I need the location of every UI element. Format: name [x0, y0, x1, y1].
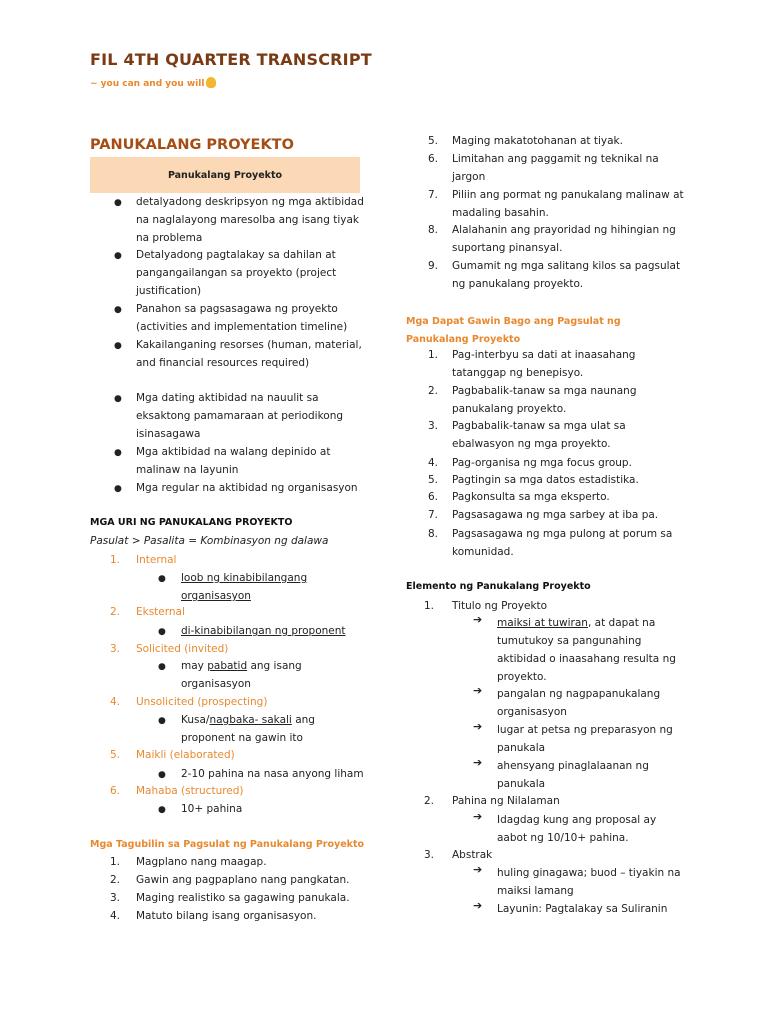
type-description: loob ng kinabibilangang organisasyon: [181, 572, 308, 602]
list-item: Idagdag kung ang proposal ay aabot ng 10/10+ pahina.: [497, 814, 657, 844]
bullet-icon: ●: [114, 394, 122, 404]
list-item: Pagsasagawa ng mga pulong at porum sa komunidad.: [452, 528, 673, 558]
hand-emoji-icon: [206, 77, 216, 88]
list-item: Matuto bilang isang organisasyon.: [136, 910, 317, 922]
document-title: FIL 4TH QUARTER TRANSCRIPT: [90, 50, 372, 69]
arrow-right-icon: ➔: [473, 899, 483, 912]
list-number: 6.: [427, 153, 438, 165]
type-description: may pabatid ang isang organisasyon: [181, 660, 302, 690]
section-heading-elemento: Elemento ng Panukalang Proyekto: [406, 581, 591, 592]
types-note: Pasulat > Pasalita = Kombinasyon ng dalawa: [90, 535, 329, 547]
list-number: 3.: [423, 849, 434, 861]
bullet-icon: ●: [114, 251, 122, 261]
arrow-right-icon: ➔: [473, 810, 483, 823]
list-item: Mga regular na aktibidad ng organisasyon: [136, 482, 358, 494]
list-number: 2.: [109, 874, 120, 886]
list-item: maiksi at tuwiran, at dapat na tumutukoy sa pangunahing aktibidad o inaasahang resulta ng proyekto.: [497, 617, 676, 683]
arrow-right-icon: ➔: [473, 756, 483, 769]
bullet-icon: ●: [114, 305, 122, 315]
list-number: 7.: [427, 189, 438, 201]
list-number: 2.: [427, 385, 438, 397]
bullet-icon: ●: [158, 716, 166, 726]
type-name: Mahaba (structured): [136, 785, 244, 797]
list-number: 5.: [109, 749, 120, 761]
list-number: 3.: [427, 420, 438, 432]
type-name: Unsolicited (prospecting): [136, 696, 268, 708]
bullet-icon: ●: [114, 198, 122, 208]
type-description: 10+ pahina: [181, 803, 243, 815]
list-item: Alalahanin ang prayoridad ng hihingian ng suportang pinansyal.: [452, 224, 676, 254]
list-item: Pag-interbyu sa dati at inaasahang tatanggap ng benepisyo.: [452, 349, 636, 379]
list-number: 2.: [423, 795, 434, 807]
arrow-right-icon: ➔: [473, 863, 483, 876]
list-item: Pagbabalik-tanaw sa mga ulat sa ebalwasyon ng mga proyekto.: [452, 420, 626, 450]
list-item: Pagsasagawa ng mga sarbey at iba pa.: [452, 509, 659, 521]
list-item: Pagbabalik-tanaw sa mga naunang panukalang proyekto.: [452, 385, 637, 415]
section-heading-mga-uri: MGA URI NG PANUKALANG PROYEKTO: [90, 517, 293, 528]
list-item: Pagtingin sa mga datos estadistika.: [452, 474, 639, 486]
type-name: Maikli (elaborated): [136, 749, 235, 761]
type-name: Eksternal: [136, 606, 185, 618]
list-item: Mga dating aktibidad na nauulit sa eksaktong pamamaraan at periodikong isinasagawa: [136, 392, 344, 440]
list-number: 8.: [427, 224, 438, 236]
list-item: ahensyang pinaglalaanan ng panukala: [497, 760, 649, 790]
type-name: Internal: [136, 554, 177, 566]
list-item: Layunin: Pagtalakay sa Suliranin: [497, 903, 668, 915]
element-title: Titulo ng Proyekto: [452, 600, 548, 612]
list-item: Kakailanganing resorses (human, material, and financial resources required): [136, 339, 362, 369]
list-item: Maging realistiko sa gagawing panukala.: [136, 892, 350, 904]
element-title: Pahina ng Nilalaman: [452, 795, 560, 807]
type-description: 2-10 pahina na nasa anyong liham: [181, 768, 364, 780]
list-number: 4.: [109, 910, 120, 922]
list-item: Piliin ang pormat ng panukalang malinaw at madaling basahin.: [452, 189, 684, 219]
element-title: Abstrak: [452, 849, 493, 861]
list-item: detalyadong deskripsyon ng mga aktibidad na naglalayong maresolba ang isang tiyak na problema: [136, 196, 364, 244]
list-item: Mga aktibidad na walang depinido at malinaw na layunin: [136, 446, 331, 476]
list-item: Pagkonsulta sa mga eksperto.: [452, 491, 610, 503]
list-item: Detalyadong pagtalakay sa dahilan at pangangailangan sa proyekto (project justification): [136, 249, 337, 297]
list-number: 5.: [427, 135, 438, 147]
list-item: huling ginagawa; buod – tiyakin na maiksi lamang: [497, 867, 681, 897]
list-number: 1.: [427, 349, 438, 361]
section-heading-panukalang-proyekto: PANUKALANG PROYEKTO: [90, 137, 294, 153]
list-item: Gumamit ng mga salitang kilos sa pagsulat ng panukalang proyekto.: [452, 260, 681, 290]
list-item: pangalan ng nagpapanukalang organisasyon: [497, 688, 661, 718]
type-name: Solicited (invited): [136, 643, 229, 655]
definition-box: Panukalang Proyekto: [90, 157, 360, 193]
section-heading-mga-dapat-gawin: Mga Dapat Gawin Bago ang Pagsulat ng Panukalang Proyekto: [406, 316, 621, 345]
list-number: 9.: [427, 260, 438, 272]
list-item: Gawin ang pagpaplano nang pangkatan.: [136, 874, 350, 886]
list-number: 4.: [427, 457, 438, 469]
bullet-icon: ●: [114, 341, 122, 351]
list-number: 6.: [109, 785, 120, 797]
list-number: 6.: [427, 491, 438, 503]
bullet-icon: ●: [114, 448, 122, 458]
list-number: 8.: [427, 528, 438, 540]
bullet-icon: ●: [158, 627, 166, 637]
list-item: Panahon sa pagsasagawa ng proyekto (activities and implementation timeline): [136, 303, 348, 333]
list-item: lugar at petsa ng preparasyon ng panukala: [497, 724, 673, 754]
type-description: di-kinabibilangan ng proponent: [181, 625, 346, 637]
bullet-icon: ●: [158, 574, 166, 584]
bullet-icon: ●: [114, 484, 122, 494]
arrow-right-icon: ➔: [473, 613, 483, 626]
list-item: Magplano nang maagap.: [136, 856, 267, 868]
arrow-right-icon: ➔: [473, 720, 483, 733]
document-subtitle: ~ you can and you will: [90, 77, 216, 89]
list-item: Maging makatotohanan at tiyak.: [452, 135, 623, 147]
list-number: 3.: [109, 643, 120, 655]
list-number: 1.: [109, 554, 120, 566]
list-number: 7.: [427, 509, 438, 521]
list-item: Pag-organisa ng mga focus group.: [452, 457, 632, 469]
arrow-right-icon: ➔: [473, 684, 483, 697]
list-number: 4.: [109, 696, 120, 708]
list-number: 5.: [427, 474, 438, 486]
section-heading-mga-tagubilin: Mga Tagubilin sa Pagsulat ng Panukalang Proyekto: [90, 839, 365, 850]
bullet-icon: ●: [158, 770, 166, 780]
list-item: Limitahan ang paggamit ng teknikal na jargon: [452, 153, 659, 183]
bullet-icon: ●: [158, 662, 166, 672]
list-number: 2.: [109, 606, 120, 618]
list-number: 1.: [423, 600, 434, 612]
bullet-icon: ●: [158, 805, 166, 815]
list-number: 1.: [109, 856, 120, 868]
list-number: 3.: [109, 892, 120, 904]
type-description: Kusa/nagbaka- sakali ang proponent na gawin ito: [181, 714, 315, 744]
